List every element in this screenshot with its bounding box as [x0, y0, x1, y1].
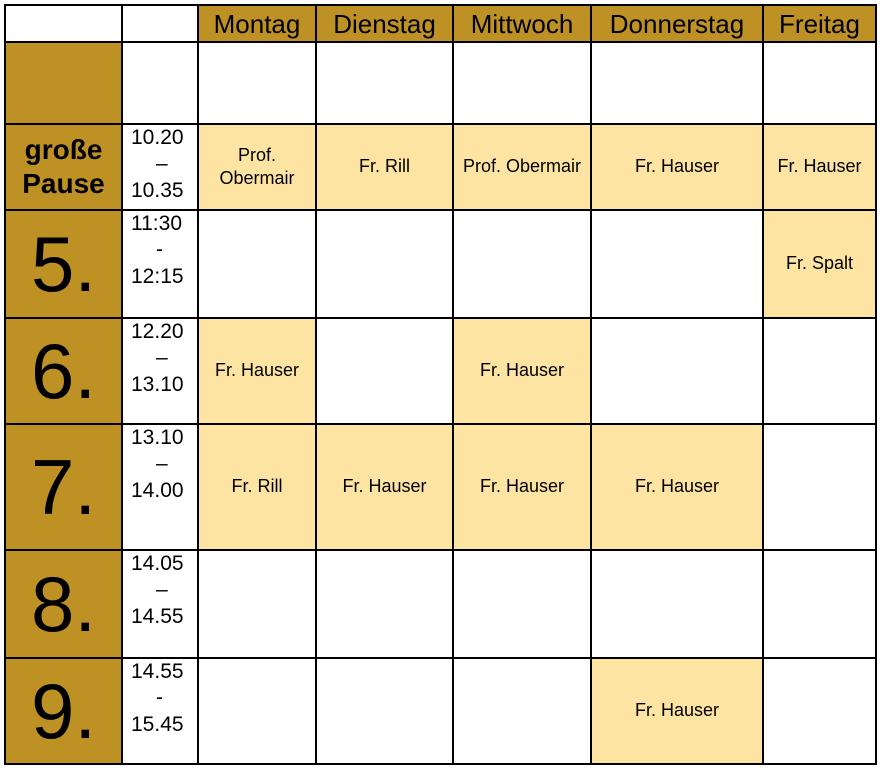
time-separator: –: [156, 346, 168, 370]
period-label: große Pause: [5, 124, 122, 210]
time-cell: [122, 42, 198, 124]
period-label: 7.: [5, 424, 122, 550]
time-start: 14.55: [131, 660, 184, 683]
teacher-name: Fr. Hauser: [342, 476, 427, 497]
teacher-name: Prof. Obermair: [462, 156, 582, 177]
teacher-name: Fr. Hauser: [479, 476, 565, 497]
time-start: 11:30: [131, 212, 182, 235]
time-separator: –: [156, 578, 168, 602]
teacher-name: Fr. Spalt: [785, 253, 854, 274]
time-start: 10.20: [131, 126, 184, 149]
schedule-slot: [591, 42, 763, 124]
schedule-slot: [591, 210, 763, 318]
schedule-slot: [453, 318, 591, 424]
time-cell: [122, 124, 198, 210]
period-label: 8.: [5, 550, 122, 658]
time-end: 10.35: [131, 178, 184, 202]
schedule-slot: [198, 124, 316, 210]
teacher-name: Fr. Rill: [231, 476, 283, 497]
period-label: 6.: [5, 318, 122, 424]
schedule-slot: [316, 124, 453, 210]
period-row: [5, 424, 876, 550]
schedule-slot: [198, 424, 316, 550]
time-cell: [122, 550, 198, 658]
header-row: [5, 5, 876, 42]
schedule-slot: [453, 42, 591, 124]
schedule-slot: [316, 550, 453, 658]
day-header: Donnerstag: [591, 5, 763, 42]
schedule-slot: [316, 658, 453, 764]
schedule-slot: [763, 42, 876, 124]
teacher-name: Fr. Hauser: [214, 360, 300, 381]
time-start: 12.20: [131, 320, 184, 343]
schedule-slot: [316, 42, 453, 124]
teacher-name: Fr. Hauser: [479, 360, 565, 381]
teacher-name: Fr. Rill: [359, 156, 410, 177]
schedule-slot: [591, 124, 763, 210]
time-end: 13.10: [131, 372, 184, 396]
schedule-slot: [763, 424, 876, 550]
schedule-slot: [316, 318, 453, 424]
period-label: [5, 42, 122, 124]
time-header-cell: [122, 5, 198, 42]
time-start: 14.05: [131, 552, 184, 575]
teacher-name: Fr. Hauser: [634, 476, 720, 497]
period-row: [5, 124, 876, 210]
period-row: [5, 550, 876, 658]
schedule-slot: [453, 424, 591, 550]
schedule-slot: [198, 210, 316, 318]
schedule-slot: [316, 210, 453, 318]
period-row: [5, 210, 876, 318]
schedule-slot: [198, 658, 316, 764]
period-row: [5, 658, 876, 764]
schedule-slot: [198, 42, 316, 124]
schedule-slot: [198, 318, 316, 424]
period-row: [5, 42, 876, 124]
time-separator: -: [156, 238, 163, 262]
time-end: 12:15: [131, 264, 184, 288]
time-cell: [122, 210, 198, 318]
time-end: 14.55: [131, 604, 184, 628]
schedule-slot: [591, 550, 763, 658]
time-cell: [122, 658, 198, 764]
time-end: 14.00: [131, 478, 184, 502]
schedule-slot: [763, 658, 876, 764]
day-header: Mittwoch: [453, 5, 591, 42]
timetable: [4, 4, 877, 765]
schedule-slot: [763, 210, 876, 318]
teacher-name: Prof. Obermair: [219, 144, 295, 188]
day-header: Montag: [198, 5, 316, 42]
corner-cell: [5, 5, 122, 42]
period-row: [5, 318, 876, 424]
schedule-slot: [198, 550, 316, 658]
schedule-slot: [453, 124, 591, 210]
teacher-name: Fr. Hauser: [634, 700, 720, 721]
time-cell: [122, 424, 198, 550]
teacher-name: Fr. Hauser: [777, 156, 862, 177]
day-header: Freitag: [763, 5, 876, 42]
schedule-slot: [763, 124, 876, 210]
time-separator: -: [156, 686, 163, 710]
schedule-slot: [591, 318, 763, 424]
time-start: 13.10: [131, 426, 184, 449]
schedule-slot: [763, 550, 876, 658]
day-header: Dienstag: [316, 5, 453, 42]
time-separator: –: [156, 152, 168, 176]
schedule-slot: [453, 550, 591, 658]
period-label: 5.: [5, 210, 122, 318]
schedule-slot: [453, 658, 591, 764]
time-end: 15.45: [131, 712, 184, 736]
schedule-slot: [591, 424, 763, 550]
teacher-name: Fr. Hauser: [634, 156, 720, 177]
period-label: 9.: [5, 658, 122, 764]
schedule-slot: [763, 318, 876, 424]
time-separator: –: [156, 452, 168, 476]
schedule-slot: [316, 424, 453, 550]
time-cell: [122, 318, 198, 424]
schedule-slot: [453, 210, 591, 318]
schedule-slot: [591, 658, 763, 764]
